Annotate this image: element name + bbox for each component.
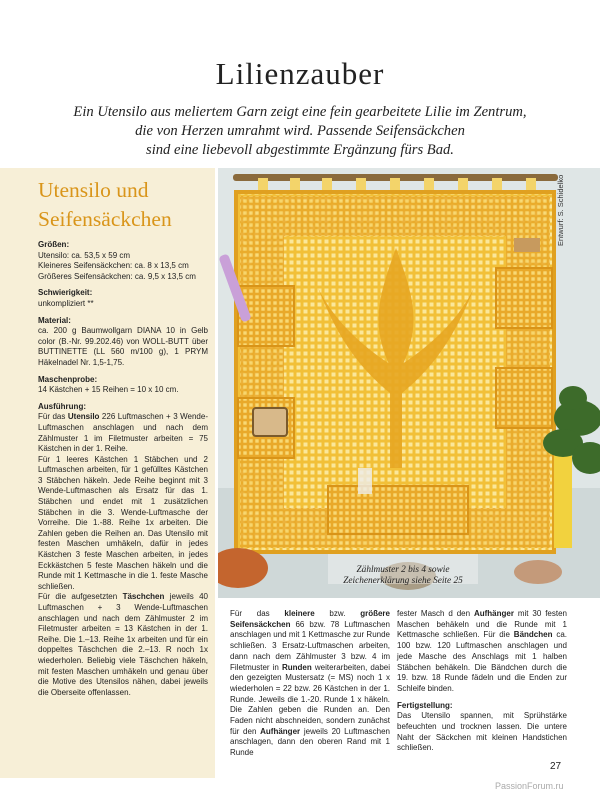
text-run: bzw.: [314, 609, 361, 618]
size-line: Kleineres Seifensäckchen: ca. 8 x 13,5 cm: [38, 261, 189, 271]
photo-credit: Entwurf: S. Schidelko: [556, 174, 565, 246]
gauge-heading: Maschenprobe:: [38, 374, 98, 384]
lead-line: sind eine liebevoll abgestimmte Ergänzung fürs Bad.: [146, 142, 454, 158]
instructions-column: [38, 240, 208, 698]
lead-line: die von Herzen umrahmt wird. Passende Seifensäckchen: [135, 123, 465, 139]
bold-term: Runden: [281, 662, 312, 672]
text-run: 66 bzw. 78 Luftmaschen anschlagen und mit 1 Kettmasche zur Runde schließen. 3 Ersatz-Luftmaschen arbeiten, dann nach dem Zählmuster 3 bzw. 4 im Filetmuster in: [230, 619, 390, 672]
photo-caption: [328, 565, 478, 587]
bold-term: größere Seifensäckchen: [230, 609, 390, 629]
sizes-heading: Größen:: [38, 240, 70, 249]
bold-term: Täschchen: [122, 592, 165, 602]
text-run: jeweils 20 Luftmaschen anschlagen, dann den oberen Rand mit 1 Runde: [230, 726, 390, 758]
caption-line: Zählmuster 2 bis 4 sowie: [356, 565, 450, 575]
bold-term: Aufhänger: [473, 609, 514, 618]
size-line: Utensilo: ca. 53,5 x 59 cm: [38, 250, 131, 260]
text-run: mit 30 festen Maschen behäkeln und die Runde mit 1 Kettmasche schließen. Für die: [397, 609, 567, 640]
crochet-wall-organizer-illustration: [218, 168, 600, 598]
bold-term: Bändchen: [513, 630, 553, 640]
text-run: weiterarbeiten, dabei den gezeigten Mustersatz (= MS) noch 1 x wiederholen = 22 bzw. 26 Kästchen in der 1. Runde. Jeweils die 1.-20. Runde 1 x häkeln. Die Zahlen geben die Runden an. Den Faden nicht abschneiden, sondern zunächst für den: [230, 662, 390, 736]
section-title-line: Seifensäckchen: [38, 207, 172, 231]
text-run: ca. 100 bzw. 120 Luftmaschen anschlagen und jede Masche des Anschlags mit 1 halben Stäbchen behäkeln. Die Bändchen durch die 19. bzw. 18 Runde fädeln und die Enden zur Schleife binden.: [397, 630, 567, 693]
size-line: Größeres Seifensäckchen: ca. 9,5 x 13,5 cm: [38, 271, 196, 281]
lead-line: Ein Utensilo aus meliertem Garn zeigt eine fein gearbeitete Lilie im Zentrum,: [73, 104, 527, 120]
material-text: ca. 200 g Baumwollgarn DIANA 10 in Gelb color (B.-Nr. 99.202.46) von WOLL-BUTT über BUTTINETTE (LL 560 m/100 g), 1 PRYM Häkelnadel Nr. 1,5-1,75.: [38, 326, 208, 367]
section-title-line: Utensilo und: [38, 178, 149, 202]
bold-term: Aufhänger: [260, 726, 301, 736]
difficulty-text: unkompliziert **: [38, 298, 94, 308]
soap-bag-paragraph: [230, 609, 390, 759]
instructions-heading: Ausführung:: [38, 401, 86, 411]
difficulty-heading: Schwierigkeit:: [38, 288, 93, 298]
text-run: Für das: [230, 609, 285, 618]
product-photo: [218, 168, 600, 598]
watermark: PassionForum.ru: [495, 781, 564, 791]
caption-line: Zeichenerklärung siehe Seite 25: [343, 576, 463, 586]
finishing-text: Das Utensilo spannen, mit Sprühstärke befeuchten und trocknen lassen. Die untere Naht der Säckchen mit kleinen Handstichen schließen.: [397, 711, 567, 753]
text-run: Für die aufgesetzten: [38, 592, 123, 602]
finishing-column: [397, 609, 567, 754]
text-run: Für das: [38, 412, 68, 422]
text-run: jeweils 40 Luftmaschen + 3 Wende-Luftmaschen anschlagen und nach dem Zählmuster 2 im Filetmuster arbeiten = 13 Kästchen in der 1. Reihe. Die 1.–13. Reihe 1x arbeiten und für ein doppeltes Täschchen die 2.–13. R noch 1x wiederholen. Beliebig viele Täschchen häkeln, mit festen Maschen umhäkeln und genau über die Motive des Utensilos nähen, dabei jeweils die Oberseite offenlassen.: [38, 592, 209, 697]
lead-text: [40, 103, 560, 160]
bold-term: kleinere: [284, 609, 315, 618]
soap-bag-column: [230, 609, 390, 759]
material-heading: Material:: [38, 315, 71, 325]
page-title: Lilienzauber: [215, 56, 385, 91]
instructions-paragraph: [38, 412, 208, 454]
text-run: 226 Luftmaschen + 3 Wende-Luftmaschen anschlagen und nach dem Zählmuster 1 im Filetmuster arbeiten = 75 Kästchen in der 1. Reihe.: [38, 412, 208, 454]
finishing-heading: Fertigstellung:: [397, 700, 453, 710]
page-number: 27: [550, 761, 562, 772]
section-title: [38, 176, 213, 234]
bold-term: Utensilo: [67, 412, 100, 422]
instructions-paragraph: [38, 592, 208, 698]
gauge-text: 14 Kästchen + 15 Reihen = 10 x 10 cm.: [38, 385, 179, 395]
instructions-paragraph: Für 1 leeres Kästchen 1 Stäbchen und 2 Luftmaschen arbeiten, für 1 gefülltes Kästchen 3 Stäbchen häkeln. Jede Reihe beginnt mit 3 Wende-Luftmaschen als Ersatz für das 1. Stäbchen und endet mit 1 zusätzlichen Stäbchen in die 3. Wende-Luftmasche der Vorreihe. Die 1.-88. Reihe 1x arbeiten. Die Zahlen geben die Reihen an. Das Utensilo mit festen Maschen umhäkeln, dafür in jedes Kästchen 3 feste Maschen arbeiten, in jedes Eckkästchen 5 feste Maschen häkeln und die Runde mit 1 Kettmasche in die 1. feste Masche schließen.: [38, 454, 208, 591]
text-run: fester Masch d den: [397, 609, 474, 618]
ribbon-paragraph: [397, 609, 567, 695]
